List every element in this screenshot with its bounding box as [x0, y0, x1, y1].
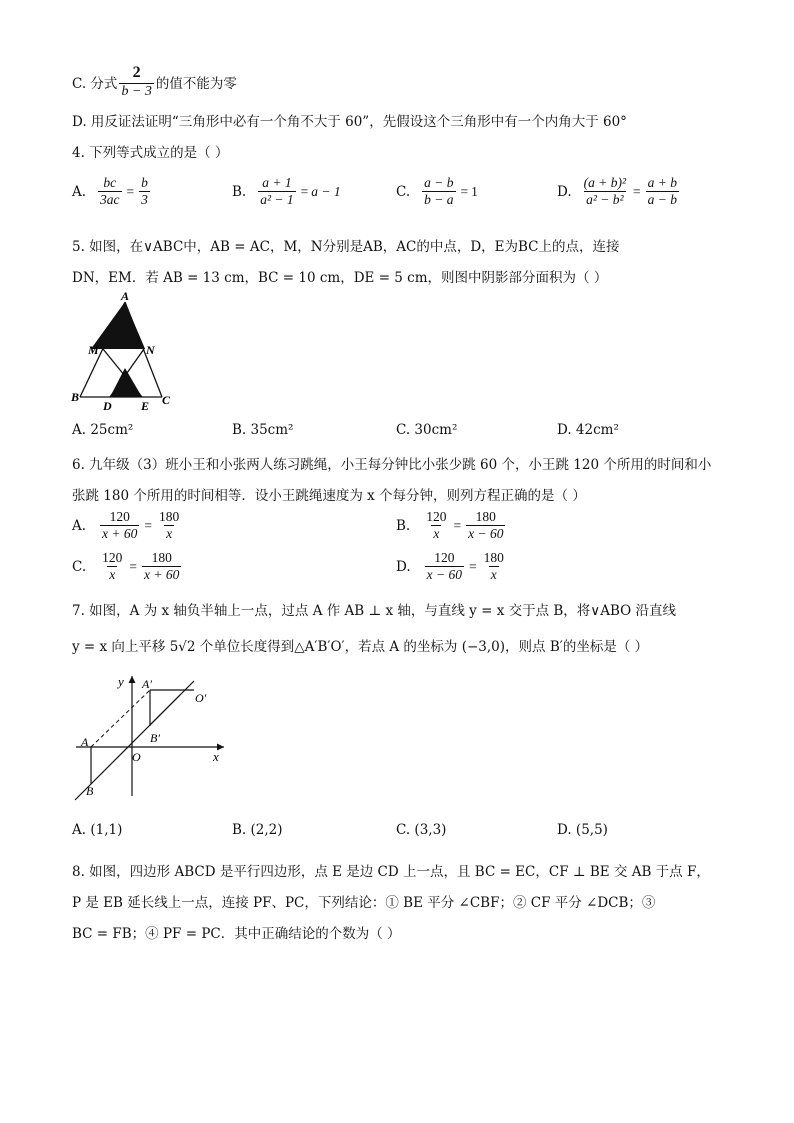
- q5-stem-line1: 5. 如图，在∨ABC中，AB = AC，M，N分别是AB，AC的中点，D，E为BC上的点，连接: [72, 239, 620, 255]
- shaded-top-triangle: [91, 302, 145, 349]
- q7-option-b: B. (2,2): [232, 822, 283, 838]
- q4-option-b: B. $\frac{a + 1}{\text{a² − 1}}$ = a − 1: [232, 175, 341, 208]
- q8-stem-line1: 8. 如图，四边形 ABCD 是平行四边形，点 E 是边 CD 上一点，且 BC = EC，CF ⊥ BE 交 AB 于点 F，: [72, 864, 710, 880]
- q8-stem-line2: P 是 EB 延长线上一点，连接 PF、PC，下列结论：① BE 平分 ∠CBF；② CF 平分 ∠DCB；③: [72, 895, 656, 911]
- q6-option-a: A. $\frac{120}{x + 60}$ = $\frac{180}{x}$: [72, 509, 180, 542]
- label-O: O: [132, 750, 141, 764]
- shaded-bottom-triangle: [110, 368, 142, 397]
- q7-stem-line2: y = x 向上平移 5√2 个单位长度得到△A′B′O′，若点 A 的坐标为 (−3,0)，则点 B′的坐标是（ ）: [72, 639, 649, 655]
- label-C: C: [162, 393, 171, 407]
- q4-stem: 4. 下列等式成立的是（ ）: [72, 145, 229, 161]
- q3-option-c: [72, 62, 237, 102]
- label-x: x: [213, 749, 219, 764]
- q5-option-b: B. 35cm²: [232, 422, 294, 438]
- q7-coordinate-figure: [70, 668, 230, 803]
- label-N: N: [146, 343, 155, 357]
- q8-stem-line3: BC = FB；④ PF = PC．其中正确结论的个数为（ ）: [72, 926, 401, 942]
- q6-stem-line2: 张跳 180 个所用的时间相等．设小王跳绳速度为 x 个每分钟，则列方程正确的是（ ）: [72, 488, 586, 504]
- label-y: y: [118, 674, 124, 689]
- q3-option-c-suffix: 的值不能为零: [155, 76, 237, 92]
- label-B: B: [86, 784, 94, 798]
- q4-option-d: D. $\frac{\text{(a + b)²}}{\text{a² − b²}}$ = $\frac{a + b}{a - b}$: [557, 175, 678, 208]
- q7-option-a: A. (1,1): [72, 822, 123, 838]
- q5-option-a: A. 25cm²: [72, 422, 134, 438]
- q5-option-c: C. 30cm²: [396, 422, 458, 438]
- q5-triangle-figure: [68, 288, 188, 413]
- label-A: A: [81, 735, 89, 749]
- q6-stem-line1: 6. 九年级（3）班小王和小张两人练习跳绳，小王每分钟比小张少跳 60 个，小王跳 120 个所用的时间和小: [72, 457, 712, 473]
- q6-option-c: C. $\frac{120}{x}$ = $\frac{180}{x + 60}$: [72, 550, 180, 583]
- q5-stem-line2: DN，EM．若 AB = 13 cm，BC = 10 cm，DE = 5 cm，则图中阴影部分面积为（ ）: [72, 270, 608, 286]
- label-O-prime: O′: [195, 691, 207, 705]
- q3-option-d: D. 用反证法证明“三角形中必有一个角不大于 60”，先假设这个三角形中有一个内角大于 60°: [72, 114, 627, 130]
- label-D: D: [103, 399, 112, 413]
- label-A-prime: A′: [142, 677, 152, 691]
- label-M: M: [88, 343, 99, 357]
- q6-option-b: B. $\frac{120}{x}$ = $\frac{180}{x - 60}$: [396, 509, 504, 542]
- q3-option-c-fraction: $\frac{2}{b - 3}$: [121, 63, 152, 99]
- q5-option-d: D. 42cm²: [557, 422, 619, 438]
- q4-option-a: A. $\frac{bc}{3ac}$ = $\frac{b}{3}$: [72, 175, 148, 208]
- label-B-prime: B′: [150, 731, 160, 745]
- q7-option-d: D. (5,5): [557, 822, 608, 838]
- label-E: E: [141, 399, 150, 413]
- q7-stem-line1: 7. 如图，A 为 x 轴负半轴上一点，过点 A 作 AB ⊥ x 轴，与直线 y = x 交于点 B，将∨ABO 沿直线: [72, 603, 676, 619]
- translation-dashed-line: [91, 690, 150, 747]
- q4-option-c: C. $\frac{a - b}{b - a}$ = 1: [396, 175, 478, 208]
- q3-option-c-prefix: C. 分式: [72, 76, 118, 92]
- label-B: B: [71, 390, 80, 404]
- label-A: A: [121, 289, 130, 303]
- q6-option-d: D. $\frac{120}{x - 60}$ = $\frac{180}{x}$: [396, 550, 504, 583]
- q7-option-c: C. (3,3): [396, 822, 447, 838]
